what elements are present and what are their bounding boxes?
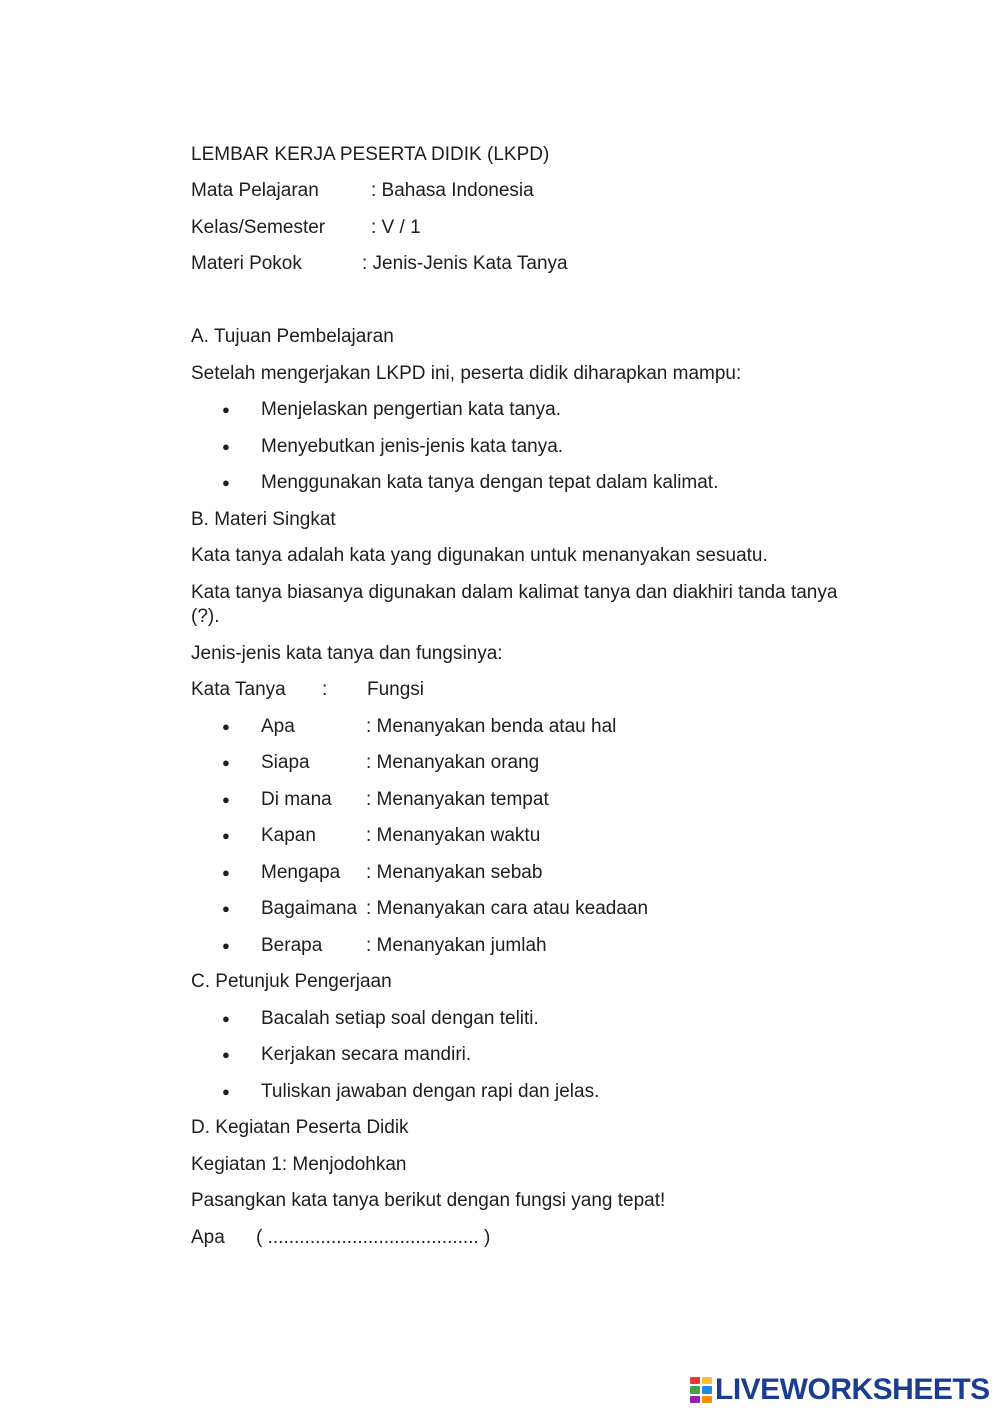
question-function: : Menanyakan jumlah [366, 935, 547, 956]
activity-title: Kegiatan 1: Menjodohkan [191, 1154, 407, 1175]
section-d-heading: D. Kegiatan Peserta Didik [191, 1117, 409, 1138]
question-function: : Menanyakan waktu [366, 825, 541, 846]
liveworksheets-logo [690, 1373, 990, 1407]
bullet-icon: ● [222, 439, 230, 454]
list-item: Bacalah setiap soal dengan teliti. [261, 1008, 539, 1029]
table-header-separator: : [322, 679, 328, 700]
question-function: : Menanyakan cara atau keadaan [366, 898, 649, 919]
logo-square [690, 1377, 700, 1384]
logo-square [702, 1386, 712, 1393]
section-a-intro: Setelah mengerjakan LKPD ini, peserta didik diharapkan mampu: [191, 363, 742, 384]
question-word: Berapa [261, 935, 323, 956]
bullet-icon: ● [222, 1047, 230, 1062]
list-item: Menggunakan kata tanya dengan tepat dalam kalimat. [261, 472, 719, 493]
logo-square [702, 1377, 712, 1384]
class-label: Kelas/Semester [191, 217, 326, 238]
activity-instruction: Pasangkan kata tanya berikut dengan fungsi yang tepat! [191, 1190, 666, 1211]
topic-label: Materi Pokok [191, 253, 302, 274]
question-function: : Menanyakan benda atau hal [366, 716, 617, 737]
bullet-icon: ● [222, 719, 230, 734]
list-item: Menjelaskan pengertian kata tanya. [261, 399, 561, 420]
table-header-left: Kata Tanya [191, 679, 286, 700]
bullet-icon: ● [222, 792, 230, 807]
logo-square [690, 1386, 700, 1393]
list-item: Tuliskan jawaban dengan rapi dan jelas. [261, 1081, 600, 1102]
section-b-paragraph-1: Kata tanya adalah kata yang digunakan untuk menanyakan sesuatu. [191, 545, 768, 566]
class-value: : V / 1 [371, 217, 421, 238]
bullet-icon: ● [222, 402, 230, 417]
section-a-heading: A. Tujuan Pembelajaran [191, 326, 394, 347]
subject-label: Mata Pelajaran [191, 180, 319, 201]
bullet-icon: ● [222, 938, 230, 953]
list-item: Menyebutkan jenis-jenis kata tanya. [261, 436, 564, 457]
question-1-word: Apa [191, 1227, 225, 1248]
bullet-icon: ● [222, 865, 230, 880]
answer-blank[interactable]: ( ........................................ ) [256, 1227, 491, 1248]
bullet-icon: ● [222, 755, 230, 770]
question-word: Siapa [261, 752, 310, 773]
question-function: : Menanyakan tempat [366, 789, 549, 810]
section-c-heading: C. Petunjuk Pengerjaan [191, 971, 392, 992]
section-b-paragraph-3: Jenis-jenis kata tanya dan fungsinya: [191, 643, 503, 664]
question-word: Di mana [261, 789, 332, 810]
bullet-icon: ● [222, 1011, 230, 1026]
bullet-icon: ● [222, 828, 230, 843]
topic-value: : Jenis-Jenis Kata Tanya [362, 253, 568, 274]
table-header-right: Fungsi [367, 679, 425, 700]
bullet-icon: ● [222, 901, 230, 916]
section-b-heading: B. Materi Singkat [191, 509, 336, 530]
question-word: Mengapa [261, 862, 341, 883]
logo-grid-icon [690, 1377, 712, 1403]
subject-value: : Bahasa Indonesia [371, 180, 534, 201]
section-b-paragraph-2: Kata tanya biasanya digunakan dalam kalimat tanya dan diakhiri tanda tanya (?). [191, 582, 838, 627]
bullet-icon: ● [222, 475, 230, 490]
logo-square [702, 1396, 712, 1403]
document-title: LEMBAR KERJA PESERTA DIDIK (LKPD) [191, 144, 550, 165]
list-item: Kerjakan secara mandiri. [261, 1044, 472, 1065]
logo-square [690, 1396, 700, 1403]
question-word: Apa [261, 716, 295, 737]
question-function: : Menanyakan orang [366, 752, 540, 773]
question-word: Kapan [261, 825, 316, 846]
question-word: Bagaimana [261, 898, 358, 919]
bullet-icon: ● [222, 1084, 230, 1099]
logo-text: LIVEWORKSHEETS [715, 1373, 990, 1406]
question-function: : Menanyakan sebab [366, 862, 543, 883]
